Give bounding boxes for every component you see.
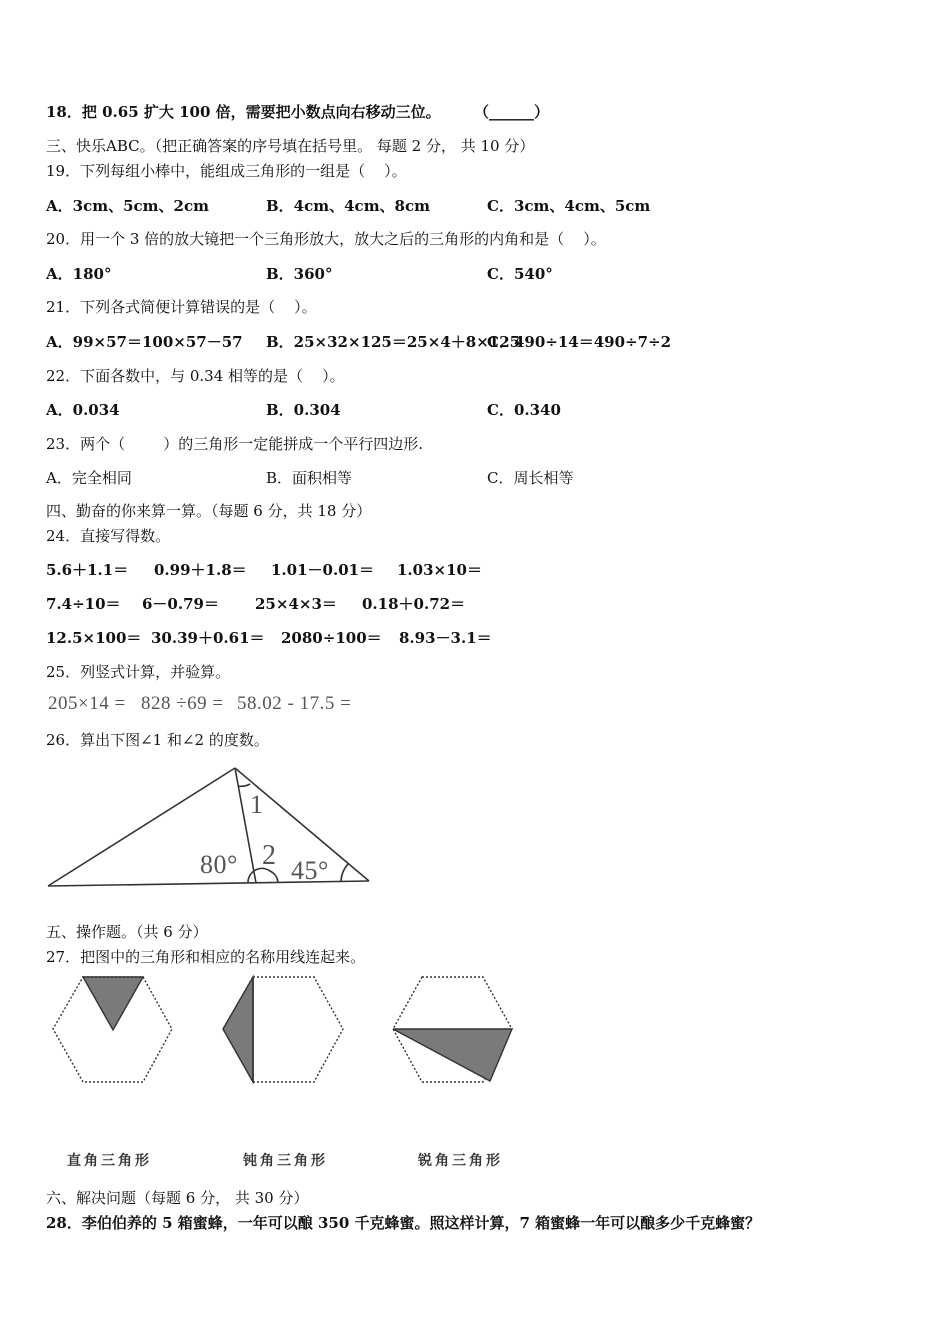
angle-45-label: 45° (291, 856, 329, 885)
q20-option-a[interactable]: A．180° (46, 265, 112, 283)
q24-expr: 5.6＋1.1＝ (46, 561, 129, 579)
q19-option-c[interactable]: C．3cm、4cm、5cm (487, 197, 651, 215)
q24-expr: 0.18＋0.72＝ (362, 595, 466, 613)
label-right-triangle[interactable]: 直角三角形 (67, 1153, 152, 1169)
angle-2-label: 2 (262, 840, 277, 871)
q21-option-c[interactable]: C．490÷14＝490÷7÷2 (487, 333, 672, 351)
q28-stem: 28．李伯伯养的 5 箱蜜蜂，一年可以酿 350 千克蜂蜜。照这样计算，7 箱蜜蜂一年可以酿多少千克蜂蜜？ (46, 1214, 761, 1232)
label-acute-triangle[interactable]: 锐角三角形 (418, 1153, 503, 1169)
q23-option-a[interactable]: A．完全相同 (46, 469, 132, 487)
q27-stem: 27．把图中的三角形和相应的名称用线连起来。 (46, 948, 366, 966)
angle-1-label: 1 (250, 790, 264, 819)
q21-stem: 21．下列各式简便计算错误的是（ ）。 (46, 298, 317, 316)
q24-expr: 2080÷100＝ (281, 629, 382, 647)
q19-option-b[interactable]: B．4cm、4cm、8cm (266, 197, 431, 215)
q22-option-c[interactable]: C．0.340 (487, 401, 561, 419)
q24-expr: 6－0.79＝ (142, 595, 219, 613)
q25-expr: 828 ÷69 = (141, 693, 224, 714)
q24-expr: 1.03×10＝ (397, 561, 482, 579)
q24-expr: 1.01－0.01＝ (271, 561, 375, 579)
section-3-title: 三、快乐ABC。（把正确答案的序号填在括号里。 每题 2 分， 共 10 分） (46, 137, 535, 155)
q26-stem: 26．算出下图∠1 和∠2 的度数。 (46, 731, 269, 749)
q19-stem: 19．下列每组小棒中，能组成三角形的一组是（ ）。 (46, 162, 407, 180)
q24-expr: 0.99＋1.8＝ (154, 561, 247, 579)
q25-expr: 58.02 - 17.5 = (237, 693, 352, 714)
section-4-title: 四、勤奋的你来算一算。（每题 6 分，共 18 分） (46, 502, 372, 520)
q24-expr: 8.93－3.1＝ (399, 629, 492, 647)
q24-expr: 7.4÷10＝ (46, 595, 121, 613)
q20-option-c[interactable]: C．540° (487, 265, 553, 283)
q21-option-a[interactable]: A．99×57＝100×57－57 (46, 333, 243, 351)
q23-option-c[interactable]: C．周长相等 (487, 469, 574, 487)
q24-stem: 24．直接写得数。 (46, 527, 171, 545)
q24-expr: 12.5×100＝ (46, 629, 142, 647)
q18-stem: 18．把 0.65 扩大 100 倍，需要把小数点向右移动三位。 (46, 103, 441, 121)
q22-stem: 22．下面各数中，与 0.34 相等的是（ ）。 (46, 367, 345, 385)
q20-option-b[interactable]: B．360° (266, 265, 333, 283)
section-6-title: 六、解决问题（每题 6 分， 共 30 分） (46, 1189, 309, 1207)
q24-expr: 25×4×3＝ (255, 595, 337, 613)
label-obtuse-triangle[interactable]: 钝角三角形 (243, 1153, 328, 1169)
q19-option-a[interactable]: A．3cm、5cm、2cm (46, 197, 209, 215)
q25-stem: 25．列竖式计算，并验算。 (46, 663, 231, 681)
q22-option-a[interactable]: A．0.034 (46, 401, 120, 419)
q23-option-b[interactable]: B．面积相等 (266, 469, 353, 487)
q20-stem: 20．用一个 3 倍的放大镜把一个三角形放大，放大之后的三角形的内角和是（ ）。 (46, 230, 606, 248)
q23-stem: 23．两个（ ）的三角形一定能拼成一个平行四边形. (46, 435, 424, 453)
q21-option-b[interactable]: B．25×32×125＝25×4＋8×125 (266, 333, 521, 351)
angle-80-label: 80° (200, 850, 238, 879)
q24-expr: 30.39＋0.61＝ (151, 629, 265, 647)
section-5-title: 五、操作题。（共 6 分） (46, 923, 208, 941)
q25-expr: 205×14 = (48, 693, 126, 714)
q22-option-b[interactable]: B．0.304 (266, 401, 341, 419)
q18-answer-blank[interactable]: （______） (474, 103, 550, 121)
